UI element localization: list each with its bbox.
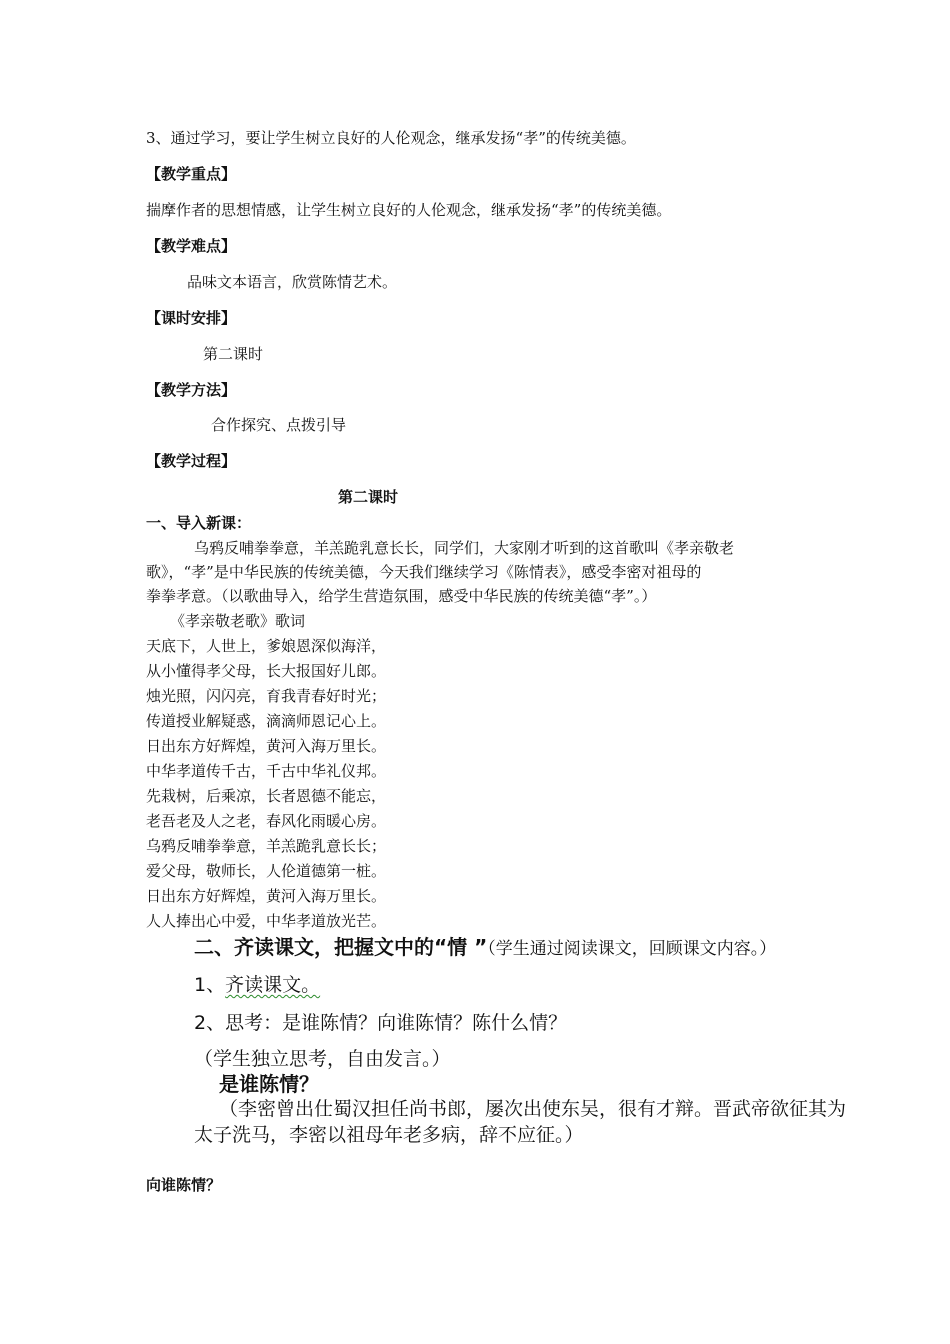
lyric-line: 中华孝道传千古，千古中华礼仪邦。 — [146, 762, 387, 780]
intro-para-line: 歌》，“孝”是中华民族的传统美德，今天我们继续学习《陈情表》，感受李密对祖母的 — [146, 563, 702, 581]
item-1-text: 齐读课文。 — [225, 974, 321, 996]
schedule-heading: 【课时安排】 — [146, 309, 237, 327]
lyric-line: 从小懂得孝父母，长大报国好儿郎。 — [146, 662, 387, 680]
lyric-line: 爱父母，敬师长，人伦道德第一桩。 — [146, 862, 387, 880]
schedule-text: 第二课时 — [203, 345, 264, 363]
intro-para-line: 乌鸦反哺拳拳意，羊羔跪乳意长长，同学们，大家刚才听到的这首歌叫《孝亲敬老 — [194, 539, 735, 557]
item-1-number: 1、 — [194, 974, 226, 996]
intro-para-line: 拳拳孝意。（以歌曲导入，给学生营造氛围，感受中华民族的传统美德“孝”。） — [146, 587, 657, 605]
lyric-line: 人人捧出心中爱，中华孝道放光芒。 — [146, 912, 387, 930]
section2-heading: 二、齐读课文，把握文中的“情 ” — [194, 935, 488, 959]
process-heading: 【教学过程】 — [146, 452, 237, 470]
lyric-line: 老吾老及人之老，春风化雨暖心房。 — [146, 812, 387, 830]
section2-note: （学生通过阅读课文，回顾课文内容。） — [487, 939, 777, 959]
item-2: 2、思考：是谁陈情？向谁陈情？陈什么情？ — [194, 1012, 568, 1034]
lyric-line: 传道授业解疑惑，滴滴师恩记心上。 — [146, 712, 387, 730]
lyric-line: 日出东方好辉煌，黄河入海万里长。 — [146, 737, 387, 755]
section2-heading-row — [194, 934, 776, 960]
key-point-text: 揣摩作者的思想情感，让学生树立良好的人伦观念，继承发扬“孝”的传统美德。 — [146, 201, 672, 219]
question-who-pleads: 是谁陈情？ — [219, 1072, 319, 1096]
lyric-line: 乌鸦反哺拳拳意，羊羔跪乳意长长； — [146, 837, 387, 855]
lyric-line: 天底下，人世上，爹娘恩深似海洋， — [146, 637, 387, 655]
lesson-title: 第二课时 — [338, 488, 399, 506]
difficulty-text: 品味文本语言，欣赏陈情艺术。 — [187, 273, 398, 291]
key-point-heading: 【教学重点】 — [146, 165, 237, 183]
answer-line: 太子洗马，李密以祖母年老多病，辞不应征。） — [194, 1124, 584, 1146]
lyric-line: 日出东方好辉煌，黄河入海万里长。 — [146, 887, 387, 905]
lyric-line: 先栽树，后乘凉，长者恩德不能忘， — [146, 787, 387, 805]
question-to-whom: 向谁陈情？ — [146, 1176, 222, 1194]
item-1 — [194, 972, 320, 998]
item-2-note: （学生独立思考，自由发言。） — [194, 1048, 451, 1070]
difficulty-heading: 【教学难点】 — [146, 237, 237, 255]
intro-heading: 一、导入新课： — [146, 514, 252, 532]
method-heading: 【教学方法】 — [146, 381, 237, 399]
objective-3: 3、通过学习，要让学生树立良好的人伦观念，继承发扬“孝”的传统美德。 — [146, 129, 636, 147]
method-text: 合作探究、点拨引导 — [211, 416, 347, 434]
lyrics-title: 《孝亲敬老歌》歌词 — [170, 612, 306, 630]
answer-line: （李密曾出仕蜀汉担任尚书郎，屡次出使东吴，很有才辩。晋武帝欲征其为 — [219, 1098, 847, 1120]
lyric-line: 烛光照，闪闪亮，育我青春好时光； — [146, 687, 387, 705]
